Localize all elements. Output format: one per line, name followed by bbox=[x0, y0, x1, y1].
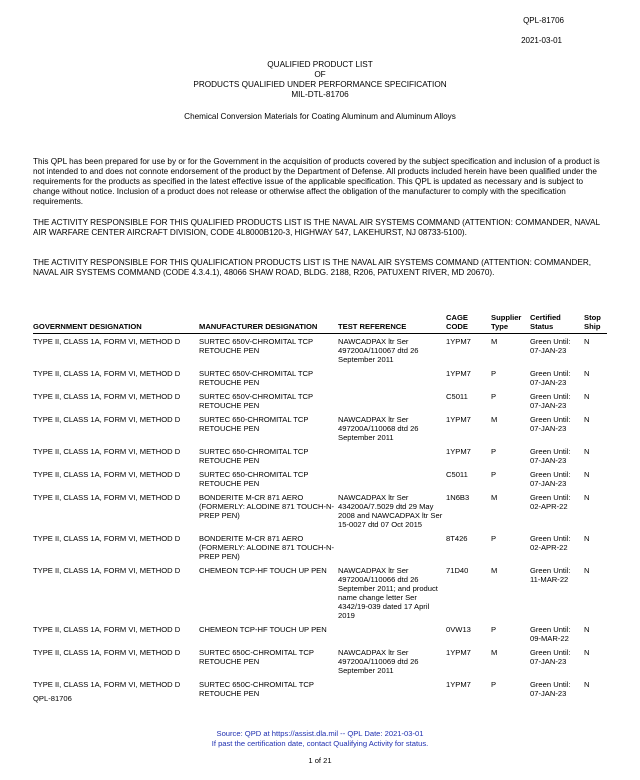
cell-test bbox=[338, 531, 446, 563]
cell-stop: N bbox=[584, 369, 590, 378]
cell-test bbox=[338, 677, 446, 700]
cell-gov: TYPE II, CLASS 1A, FORM VI, METHOD D bbox=[33, 493, 181, 502]
cell-cert: Green Until: 07-JAN-23 bbox=[530, 415, 571, 433]
cell-stop: N bbox=[584, 680, 590, 689]
qualification-activity-paragraph: THE ACTIVITY RESPONSIBLE FOR THIS QUALIFICATION PRODUCTS LIST IS THE NAVAL AIR SYSTEMS COMMAND (ATTENTION: COMMANDER, NAVAL AIR SYSTEMS COMMAND (CODE 4.3.4.1), 48066 SHAW ROAD, BLDG. 2188, R206, PATUXENT RIVER, MD 20670). bbox=[33, 258, 592, 277]
table-row bbox=[33, 334, 607, 367]
cell-gov: TYPE II, CLASS 1A, FORM VI, METHOD D bbox=[33, 680, 181, 689]
cell-mfr: BONDERITE M-CR 871 AERO (FORMERLY: ALODINE 871 TOUCH-N-PREP PEN) bbox=[199, 534, 335, 561]
cell-supplier: P bbox=[491, 534, 497, 543]
cell-stop: N bbox=[584, 493, 590, 502]
header-government-designation: GOVERNMENT DESIGNATION bbox=[33, 313, 199, 334]
cell-stop: N bbox=[584, 625, 590, 634]
cell-cert: Green Until: 07-JAN-23 bbox=[530, 447, 571, 465]
cell-test bbox=[338, 366, 446, 389]
cell-mfr: SURTEC 650-CHROMITAL TCP RETOUCHE PEN bbox=[199, 470, 309, 488]
cell-cert: Green Until: 07-JAN-23 bbox=[530, 392, 571, 410]
cell-cage: C5011 bbox=[446, 470, 468, 479]
cell-test bbox=[338, 389, 446, 412]
product-table bbox=[33, 313, 607, 700]
cell-gov: TYPE II, CLASS 1A, FORM VI, METHOD D bbox=[33, 337, 181, 346]
table-header-row bbox=[33, 313, 607, 334]
source-line-1: Source: QPD at https://assist.dla.mil -- QPL Date: 2021-03-01 bbox=[216, 729, 424, 738]
cell-cert: Green Until: 07-JAN-23 bbox=[530, 648, 571, 666]
cell-mfr: SURTEC 650V-CHROMITAL TCP RETOUCHE PEN bbox=[199, 337, 313, 355]
cell-cert: Green Until: 09-MAR-22 bbox=[530, 625, 571, 643]
cell-test: NAWCADPAX ltr Ser 497200A/110067 dtd 26 September 2011 bbox=[338, 337, 419, 364]
cell-stop: N bbox=[584, 566, 590, 575]
footer-doc-id: QPL-81706 bbox=[33, 694, 72, 703]
document-title bbox=[0, 60, 640, 100]
title-line-3: PRODUCTS QUALIFIED UNDER PERFORMANCE SPECIFICATION bbox=[193, 80, 447, 89]
cell-supplier: P bbox=[491, 369, 497, 378]
header-cage-code: CAGE CODE bbox=[446, 313, 491, 334]
cell-cage: 0VW13 bbox=[446, 625, 471, 634]
cell-supplier: M bbox=[491, 493, 498, 502]
cell-gov: TYPE II, CLASS 1A, FORM VI, METHOD D bbox=[33, 447, 181, 456]
table-row bbox=[33, 622, 607, 645]
cell-cage: 1YPM7 bbox=[446, 415, 471, 424]
cell-supplier: M bbox=[491, 337, 498, 346]
header-manufacturer-designation: MANUFACTURER DESIGNATION bbox=[199, 313, 338, 334]
cell-stop: N bbox=[584, 534, 590, 543]
cell-supplier: M bbox=[491, 566, 498, 575]
table-row bbox=[33, 645, 607, 677]
cell-cage: 1YPM7 bbox=[446, 447, 471, 456]
cell-test bbox=[338, 444, 446, 467]
table-row bbox=[33, 563, 607, 622]
cell-mfr: SURTEC 650-CHROMITAL TCP RETOUCHE PEN bbox=[199, 415, 309, 433]
cell-gov: TYPE II, CLASS 1A, FORM VI, METHOD D bbox=[33, 369, 181, 378]
cell-stop: N bbox=[584, 447, 590, 456]
cell-mfr: SURTEC 650C-CHROMITAL TCP RETOUCHE PEN bbox=[199, 680, 314, 698]
cell-supplier: P bbox=[491, 392, 497, 401]
cell-test: NAWCADPAX ltr Ser 434200A/7.5029 dtd 29 May 2008 and NAWCADPAX ltr Ser 15-0027 dtd 07 Oct 2015 bbox=[338, 493, 443, 529]
cell-test: NAWCADPAX ltr Ser 497200A/110066 dtd 26 September 2011; and product name change letter Ser 4342/19-039 dated 17 April 2019 bbox=[338, 566, 438, 620]
cell-supplier: M bbox=[491, 648, 498, 657]
cell-cert: Green Until: 07-JAN-23 bbox=[530, 470, 571, 488]
cell-supplier: P bbox=[491, 625, 497, 634]
cell-cert: Green Until: 07-JAN-23 bbox=[530, 680, 571, 698]
cell-cage: 8T426 bbox=[446, 534, 468, 543]
cell-gov: TYPE II, CLASS 1A, FORM VI, METHOD D bbox=[33, 534, 181, 543]
cell-gov: TYPE II, CLASS 1A, FORM VI, METHOD D bbox=[33, 470, 181, 479]
cell-gov: TYPE II, CLASS 1A, FORM VI, METHOD D bbox=[33, 415, 181, 424]
cell-test: NAWCADPAX ltr Ser 497200A/110069 dtd 26 September 2011 bbox=[338, 648, 419, 675]
cell-stop: N bbox=[584, 415, 590, 424]
cell-mfr: SURTEC 650V-CHROMITAL TCP RETOUCHE PEN bbox=[199, 369, 313, 387]
cell-mfr: CHEMEON TCP-HF TOUCH UP PEN bbox=[199, 625, 327, 634]
table-row bbox=[33, 412, 607, 444]
header-certified-status: Certified Status bbox=[530, 313, 584, 334]
cell-gov: TYPE II, CLASS 1A, FORM VI, METHOD D bbox=[33, 566, 181, 575]
cell-cert: Green Until: 02-APR-22 bbox=[530, 534, 571, 552]
source-note bbox=[0, 729, 640, 749]
source-line-2: If past the certification date, contact Qualifying Activity for status. bbox=[211, 739, 429, 748]
header-doc-id: QPL-81706 bbox=[523, 16, 564, 25]
title-line-4: MIL-DTL-81706 bbox=[291, 90, 349, 99]
header-date: 2021-03-01 bbox=[521, 36, 562, 45]
cell-supplier: M bbox=[491, 415, 498, 424]
header-supplier-type: Supplier Type bbox=[491, 313, 530, 334]
cell-cage: 1YPM7 bbox=[446, 648, 471, 657]
table-row bbox=[33, 366, 607, 389]
cell-mfr: CHEMEON TCP-HF TOUCH UP PEN bbox=[199, 566, 327, 575]
table-row bbox=[33, 444, 607, 467]
header-test-reference: TEST REFERENCE bbox=[338, 313, 446, 334]
cell-cage: 71D40 bbox=[446, 566, 469, 575]
cell-cage: 1N6B3 bbox=[446, 493, 470, 502]
cell-gov: TYPE II, CLASS 1A, FORM VI, METHOD D bbox=[33, 648, 181, 657]
cell-supplier: P bbox=[491, 680, 497, 689]
cell-test bbox=[338, 622, 446, 645]
header-stop-ship: Stop Ship bbox=[584, 313, 607, 334]
table-row bbox=[33, 531, 607, 563]
cell-cage: 1YPM7 bbox=[446, 337, 471, 346]
cell-supplier: P bbox=[491, 447, 497, 456]
cell-mfr: SURTEC 650V-CHROMITAL TCP RETOUCHE PEN bbox=[199, 392, 313, 410]
cell-mfr: BONDERITE M-CR 871 AERO (FORMERLY: ALODINE 871 TOUCH-N-PREP PEN) bbox=[199, 493, 335, 520]
disclaimer-paragraph: This QPL has been prepared for use by or for the Government in the acquisition of products covered by the subject specification and inclusion of a product is not intended to and does not connote endorsement of the product by the Department of Defense. All products included herein have been qualified under the requirements for the products as specified in the latest effective issue of the applicable specification. This QPL is updated as necessary and is subject to change without notice. Inclusion of a product does not release or otherwise affect the obligation of the manufacturer to comply with the specification requirements. bbox=[33, 157, 600, 206]
cell-stop: N bbox=[584, 337, 590, 346]
page-number: 1 of 21 bbox=[308, 756, 332, 765]
cell-cert: Green Until: 07-JAN-23 bbox=[530, 337, 571, 355]
cell-test: NAWCADPAX ltr Ser 497200A/110068 dtd 26 September 2011 bbox=[338, 415, 419, 442]
title-line-1: QUALIFIED PRODUCT LIST bbox=[267, 60, 373, 69]
table-row bbox=[33, 467, 607, 490]
cell-cert: Green Until: 11-MAR-22 bbox=[530, 566, 571, 584]
table-row bbox=[33, 677, 607, 700]
cell-cert: Green Until: 02-APR-22 bbox=[530, 493, 571, 511]
cell-gov: TYPE II, CLASS 1A, FORM VI, METHOD D bbox=[33, 625, 181, 634]
cell-cage: 1YPM7 bbox=[446, 369, 471, 378]
cell-mfr: SURTEC 650C-CHROMITAL TCP RETOUCHE PEN bbox=[199, 648, 314, 666]
cell-supplier: P bbox=[491, 470, 497, 479]
cell-stop: N bbox=[584, 648, 590, 657]
table-row bbox=[33, 490, 607, 531]
table-row bbox=[33, 389, 607, 412]
cell-cage: 1YPM7 bbox=[446, 680, 471, 689]
cell-test bbox=[338, 467, 446, 490]
cell-stop: N bbox=[584, 392, 590, 401]
cell-mfr: SURTEC 650-CHROMITAL TCP RETOUCHE PEN bbox=[199, 447, 309, 465]
cell-stop: N bbox=[584, 470, 590, 479]
document-subtitle: Chemical Conversion Materials for Coating Aluminum and Aluminum Alloys bbox=[184, 112, 456, 121]
title-line-2: OF bbox=[314, 70, 326, 79]
cell-cert: Green Until: 07-JAN-23 bbox=[530, 369, 571, 387]
cell-cage: C5011 bbox=[446, 392, 468, 401]
responsible-activity-paragraph: THE ACTIVITY RESPONSIBLE FOR THIS QUALIFIED PRODUCTS LIST IS THE NAVAL AIR SYSTEMS COMMAND (ATTENTION: COMMANDER, NAVAL AIR WARFARE CENTER AIRCRAFT DIVISION, CODE 4L8000B120-3, HIGHWAY 547, LAKEHURST, NJ 08733-5100). bbox=[33, 218, 600, 237]
cell-gov: TYPE II, CLASS 1A, FORM VI, METHOD D bbox=[33, 392, 181, 401]
